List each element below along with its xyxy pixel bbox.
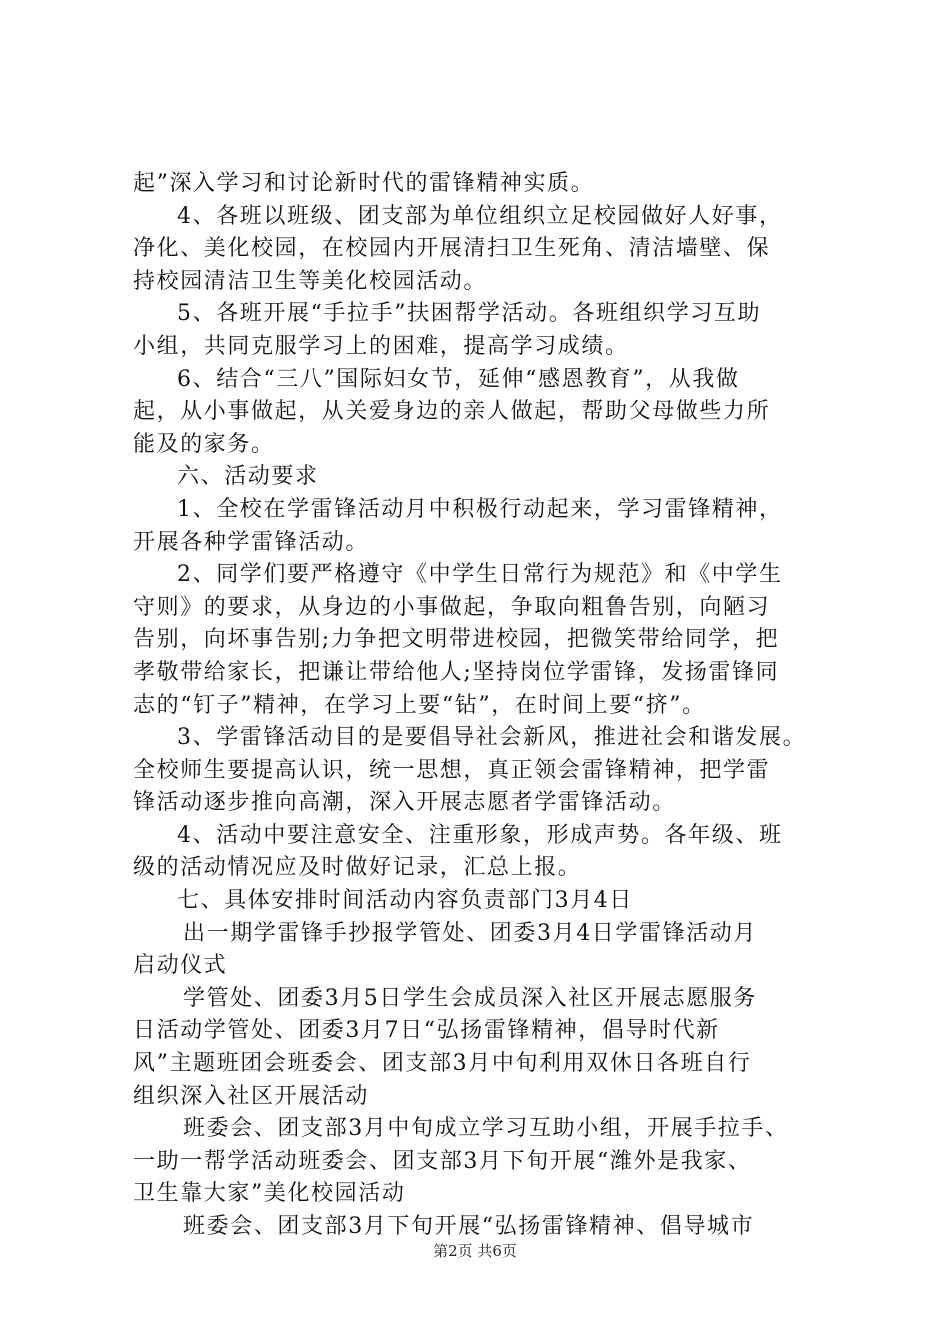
text-line: 六、活动要求 [177,464,319,490]
text-line: 告别，向坏事告别;力争把文明带进校园，把微笑带给同学，把 [133,627,780,653]
text-line: 2、同学们要严格遵守《中学生日常行为规范》和《中学生 [177,562,783,588]
text-line: 班委会、团支部3月下旬开展“弘扬雷锋精神、倡导城市 [183,1214,755,1239]
text-line: 4、活动中要注意安全、注重形象，形成声势。各年级、班 [177,822,783,848]
text-line: 启动仪式 [133,953,228,979]
text-line: 出一期学雷锋手抄报学管处、团委3月4日学雷锋活动月 [183,920,757,946]
text-line: 4、各班以班级、团支部为单位组织立足校园做好人好事， [177,203,783,229]
text-line: 锋活动逐步推向高潮，深入开展志愿者学雷锋活动。 [133,790,676,816]
text-line: 七、具体安排时间活动内容负责部门3月4日 [177,888,633,914]
text-line: 持校园清洁卫生等美化校园活动。 [133,268,488,294]
text-line: 学管处、团委3月5日学生会成员深入社区开展志愿服务 [183,985,757,1011]
page-footer: 第2页 共6页 [433,1242,517,1260]
text-line: 起，从小事做起，从关爱身边的亲人做起，帮助父母做些力所 [133,399,771,425]
text-line: 6、结合“三八”国际妇女节，延伸“感恩教育”，从我做 [177,366,740,392]
text-line: 小组，共同克服学习上的困难，提高学习成绩。 [133,333,629,359]
text-line: 能及的家务。 [133,431,275,457]
text-line: 开展各种学雷锋活动。 [133,529,370,555]
text-line: 卫生靠大家”美化校园活动 [133,1181,406,1207]
text-line: 一助一帮学活动班委会、团支部3月下旬开展“潍外是我家、 [133,1148,752,1174]
text-line: 起”深入学习和讨论新时代的雷锋精神实质。 [133,171,595,196]
text-line: 日活动学管处、团委3月7日“弘扬雷锋精神，倡导时代新 [133,1018,720,1044]
document-body [133,168,833,1244]
text-line: 孝敬带给家长，把谦让带给他人;坚持岗位学雷锋，发扬雷锋同 [133,659,780,685]
text-line: 组织深入社区开展活动 [133,1083,370,1109]
text-line: 1、全校在学雷锋活动月中积极行动起来，学习雷锋精神， [177,496,783,522]
text-line: 3、学雷锋活动目的是要倡导社会新风，推进社会和谐发展。 [177,725,807,751]
text-line: 风”主题班团会班委会、团支部3月中旬利用双休日各班自行 [133,1051,752,1077]
text-line: 守则》的要求，从身边的小事做起，争取向粗鲁告别，向陋习 [133,594,771,620]
text-line: 5、各班开展“手拉手”扶困帮学活动。各班组织学习互助 [177,301,762,327]
text-line: 净化、美化校园，在校园内开展清扫卫生死角、清洁墙壁、保 [133,236,771,262]
text-line: 班委会、团支部3月中旬成立学习互助小组，开展手拉手、 [183,1116,789,1142]
text-line: 全校师生要提高认识，统一思想，真正领会雷锋精神，把学雷 [133,757,771,783]
text-line: 志的“钉子”精神，在学习上要“钻”，在时间上要“挤”。 [133,692,706,718]
text-line: 级的活动情况应及时做好记录，汇总上报。 [133,855,582,881]
